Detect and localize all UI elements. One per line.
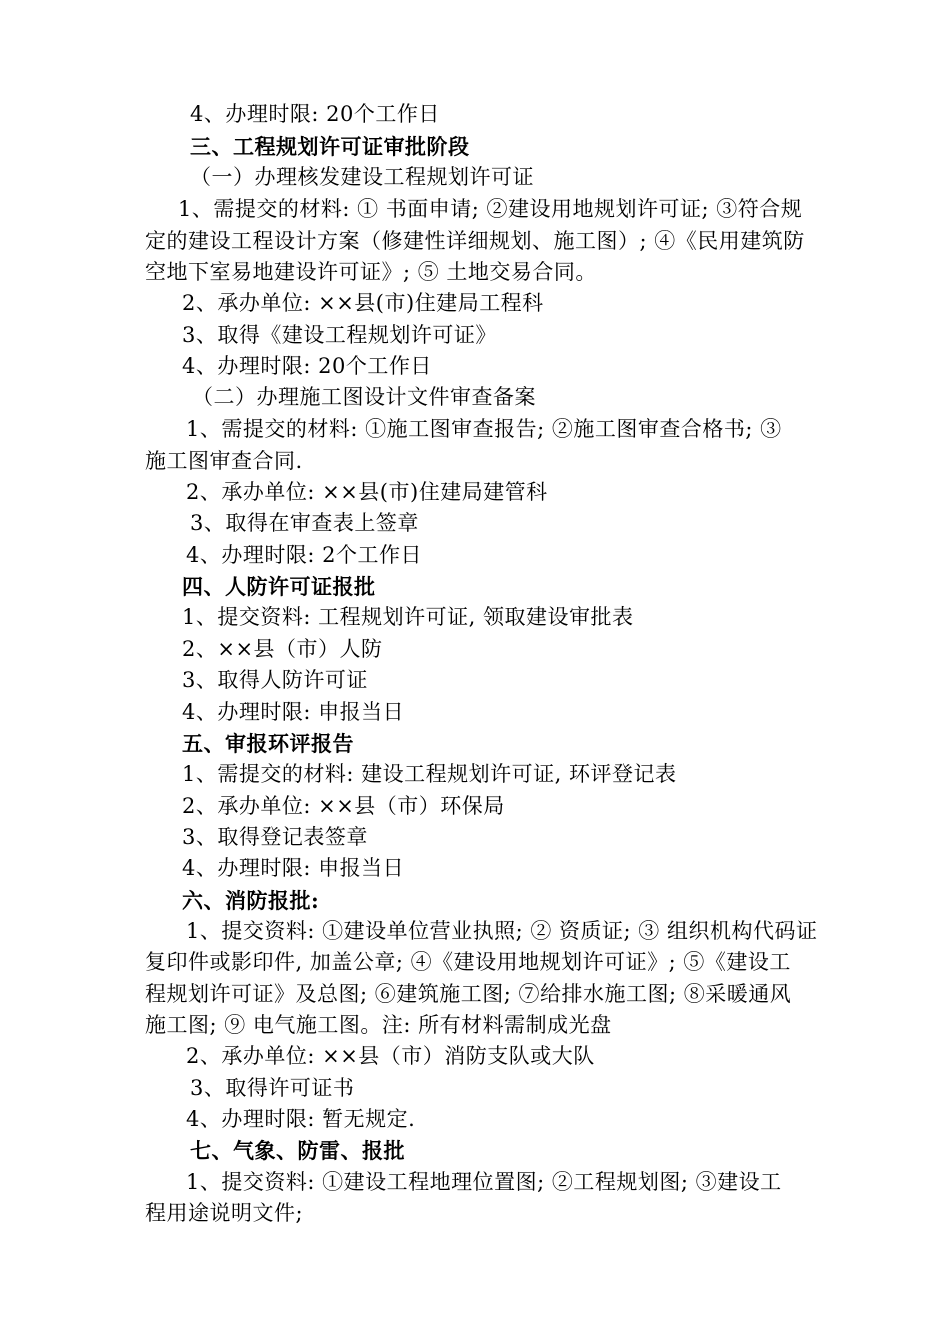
text-line: 1、需提交的材料: ① 书面申请; ②建设用地规划许可证; ③符合规 <box>178 197 803 221</box>
text-line: 4、办理时限: 2个工作日 <box>186 543 422 567</box>
text-line: 定的建设工程设计方案（修建性详细规划、施工图）; ④《民用建筑防 <box>145 229 805 253</box>
text-line: 程用途说明文件; <box>145 1201 304 1225</box>
text-line: 1、需提交的材料: ①施工图审查报告; ②施工图审查合格书; ③ <box>186 417 782 441</box>
section-heading: 六、消防报批: <box>182 888 320 913</box>
text-line: 4、办理时限: 20个工作日 <box>182 354 432 378</box>
text-line: 3、取得在审查表上签章 <box>190 511 419 535</box>
text-line: 施工图; ⑨ 电气施工图。注: 所有材料需制成光盘 <box>145 1013 612 1037</box>
text-line: 1、需提交的材料: 建设工程规划许可证, 环评登记表 <box>182 762 677 786</box>
text-line: 4、办理时限: 暂无规定. <box>186 1107 416 1131</box>
text-line: 2、承办单位: ××县（市）消防支队或大队 <box>186 1044 595 1068</box>
text-line: 1、提交资料: ①建设工程地理位置图; ②工程规划图; ③建设工 <box>186 1170 782 1194</box>
text-line: 2、××县（市）人防 <box>182 637 383 661</box>
text-line: 1、提交资料: 工程规划许可证, 领取建设审批表 <box>182 605 634 629</box>
text-line: 复印件或影印件, 加盖公章; ④《建设用地规划许可证》; ⑤《建设工 <box>145 950 791 974</box>
subsection-heading: （一）办理核发建设工程规划许可证 <box>190 165 534 189</box>
text-line: 1、提交资料: ①建设单位营业执照; ② 资质证; ③ 组织机构代码证 <box>186 919 818 943</box>
text-line: 3、取得《建设工程规划许可证》 <box>182 323 497 347</box>
section-heading: 七、气象、防雷、报批 <box>190 1138 405 1163</box>
subsection-heading: （二）办理施工图设计文件审查备案 <box>192 385 536 409</box>
text-line: 2、承办单位: ××县（市）环保局 <box>182 794 505 818</box>
text-line: 2、承办单位: ××县(市)住建局建管科 <box>186 480 548 504</box>
text-line: 3、取得人防许可证 <box>182 668 368 692</box>
text-line: 4、办理时限: 申报当日 <box>182 856 405 880</box>
section-heading: 四、人防许可证报批 <box>182 574 376 599</box>
text-line: 4、办理时限: 申报当日 <box>182 700 405 724</box>
text-line: 施工图审查合同. <box>145 449 303 473</box>
text-line: 3、取得许可证书 <box>190 1076 355 1100</box>
text-line: 空地下室易地建设许可证》; ⑤ 土地交易合同。 <box>145 260 597 284</box>
text-line: 3、取得登记表签章 <box>182 825 368 849</box>
text-line: 4、办理时限: 20个工作日 <box>190 102 440 126</box>
text-line: 2、承办单位: ××县(市)住建局工程科 <box>182 291 544 315</box>
section-heading: 三、工程规划许可证审批阶段 <box>190 134 470 159</box>
text-line: 程规划许可证》及总图; ⑥建筑施工图; ⑦给排水施工图; ⑧采暖通风 <box>145 982 792 1006</box>
section-heading: 五、审报环评报告 <box>182 731 354 756</box>
